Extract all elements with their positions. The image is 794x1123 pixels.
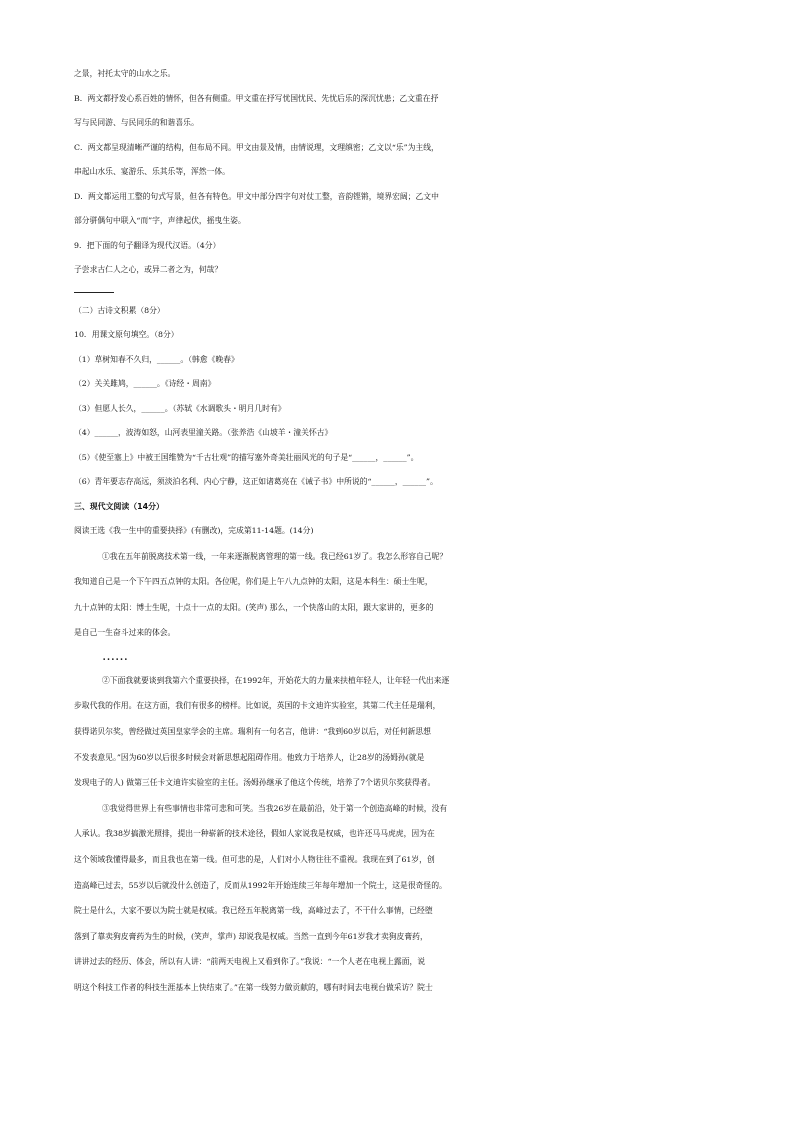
fill-in-item-1: （1）草树知春不久归，______。（韩愈《晚春》	[74, 354, 239, 364]
option-b-line-1: B．两文都抒发心系百姓的情怀，但各有侧重。甲文重在抒写忧国忧民、先忧后乐的深沉忧患；乙文重在抒	[74, 93, 439, 103]
passage-ellipsis: ……	[102, 648, 128, 664]
section-2-title: （二）古诗文积累（8分）	[74, 305, 165, 315]
answer-blank-line	[74, 292, 114, 293]
section-3-title: 三、现代文阅读（14分）	[74, 501, 164, 511]
passage-p3-line-2: 人承认。我38岁搞激光照排，提出一种崭新的技术途径，假如人家说我是权威，也许还马马虎虎，因为在	[74, 829, 435, 839]
passage-p1-line-3: 九十点钟的太阳：博士生呢，十点十一点的太阳。(笑声) 那么，一个快落山的太阳，跟大家讲的，更多的	[74, 602, 434, 612]
option-d-line-1: D．两文都运用工整的句式写景，但各有特色。甲文中部分四字句对仗工整，音韵铿锵，境界宏阔；乙文中	[74, 191, 439, 201]
fill-in-item-3: （3）但愿人长久，______。（苏轼《水调歌头・明月几时有》	[74, 403, 286, 413]
option-c-line-2: 串起山水乐、宴游乐、乐其乐等，浑然一体。	[74, 167, 230, 176]
passage-p3-line-7: 讲讲过去的经历、体会，所以有人讲：“前两天电视上又看到你了。”我说：“一个人老在电视上露面，说	[74, 957, 426, 967]
reading-intro: 阅读王选《我一生中的重要抉择》(有删改)，完成第11-14题。(14分)	[74, 526, 314, 535]
option-d-line-2: 部分骈偶句中联入“而”字，声律起伏，摇曳生姿。	[74, 216, 246, 225]
passage	[74, 544, 724, 1001]
question-9-prompt: 9．把下面的句子翻译为现代汉语。（4分）	[74, 240, 221, 250]
question-10-prompt: 10．用课文原句填空。（8分）	[74, 330, 179, 339]
passage-p3-line-1: ③我觉得世界上有些事情也非常可悲和可笑。当我26岁在最前沿，处于第一个创造高峰的时候，没有	[102, 803, 448, 813]
passage-p2-line-4: 不发表意见。”因为60岁以后很多时候会对新思想起阻碍作用。他致力于培养人，让28岁的汤姆孙(就是	[74, 752, 425, 762]
fill-in-item-2: （2）关关雎鸠，______。《诗经・周南》	[74, 379, 216, 388]
question-9-sentence: 子尝求古仁人之心，或异二者之为，何哉？	[74, 265, 223, 274]
option-line: 之景，衬托太守的山水之乐。	[74, 69, 176, 78]
option-c-line-1: C．两文都呈现清晰严谨的结构，但布局不同。甲文由景及情，由情说理，文理缜密；乙文以“乐”为主线，	[74, 142, 439, 152]
passage-p2-line-5: 发现电子的人) 做第三任卡文迪许实验室的主任。汤姆孙继承了他这个传统，培养了7个诺贝尔奖获得者。	[74, 778, 436, 788]
passage-p3-line-3: 这个领域我懂得最多，而且我也在第一线。但可悲的是，人们对小人物往往不重视。我现在到了61岁，创	[74, 855, 435, 865]
passage-p1-line-1: ①我在五年前脱离技术第一线，一年来逐渐脱离管理的第一线。我已经61岁了。我怎么形容自己呢？	[102, 551, 448, 561]
passage-p1-line-4: 是自己一生奋斗过来的体会。	[74, 628, 176, 638]
passage-p3-line-5: 院士是什么，大家不要以为院士就是权威。我已经五年脱离第一线，高峰过去了，不干什么事情，已经堕	[74, 906, 433, 916]
option-b-line-2: 写与民同游、与民同乐的和谐喜乐。	[74, 118, 199, 127]
passage-p2-line-2: 步取代我的作用。在这方面，我们有很多的榜样。比如说，英国的卡文迪许实验室，其第二代主任是瑞利，	[74, 701, 441, 711]
fill-in-item-6: （6）青年要志存高远，须淡泊名利、内心宁静，这正如诸葛亮在《诫子书》中所说的“______，______”。	[74, 477, 438, 486]
passage-p2-line-1: ②下面我就要谈到我第六个重要抉择，在1992年，开始花大的力量来扶植年轻人，让年轻一代出来逐	[102, 675, 450, 685]
fill-in-item-5: （5）《使至塞上》中被王国维赞为“千古壮观”的描写塞外奇美壮丽风光的句子是“______，______”。	[74, 452, 419, 462]
passage-p3-line-8: 明这个科技工作者的科技生涯基本上快结束了。”在第一线努力做贡献的，哪有时间去电视台做采访？院士	[74, 983, 433, 992]
passage-p3-line-6: 落到了靠卖狗皮膏药为生的时候，(笑声，掌声) 却说我是权威。当然一直到今年61岁我才卖狗皮膏药，	[74, 931, 428, 941]
fill-in-item-4: （4）______，波涛如怒，山河表里潼关路。（张养浩《山坡羊・潼关怀古》	[74, 428, 333, 437]
document-page	[74, 62, 724, 1001]
options-block	[74, 62, 724, 234]
passage-p2-line-3: 获得诺贝尔奖，曾经做过英国皇家学会的主席。瑞利有一句名言，他讲：“我到60岁以后，对任何新思想	[74, 727, 431, 737]
passage-p1-line-2: 我知道自己是一个下午四五点钟的太阳。各位呢，你们是上午八九点钟的太阳，这是本科生：硕士生呢，	[74, 577, 433, 587]
passage-p3-line-4: 造高峰已过去，55岁以后就没什么创造了，反而从1992年开始连续三年每年增加一个院士，这是很奇怪的。	[74, 880, 447, 890]
